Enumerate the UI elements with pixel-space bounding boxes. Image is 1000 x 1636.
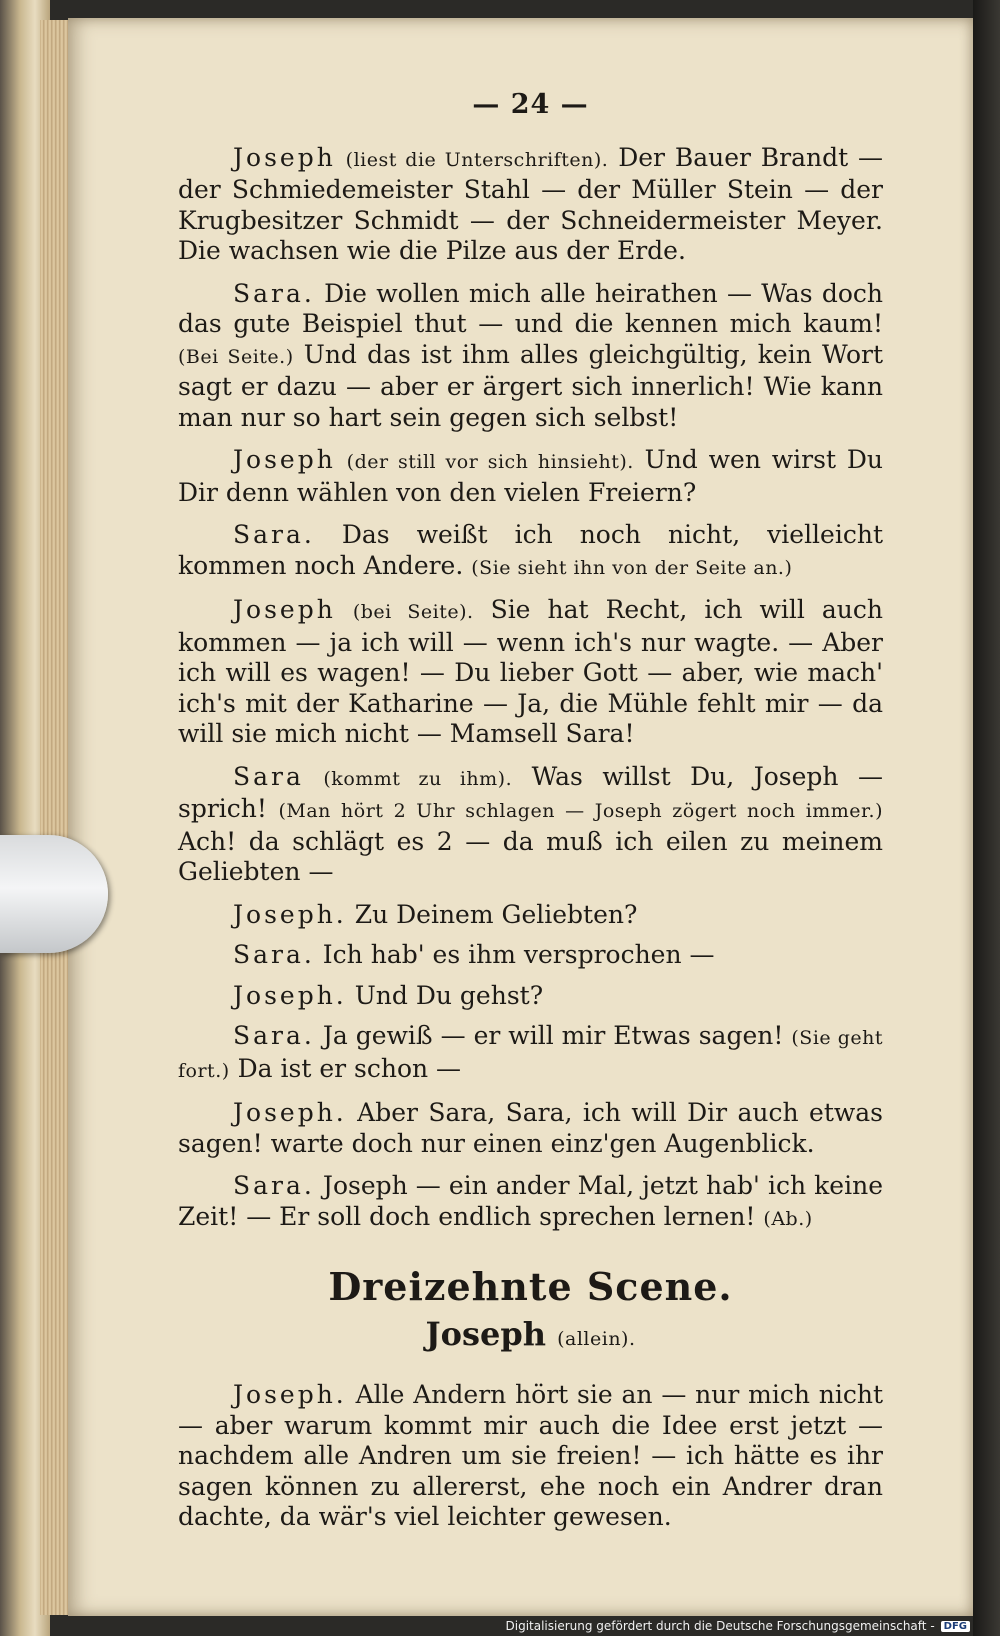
dialogue-paragraph <box>178 981 883 1012</box>
speaker-name: Joseph. <box>233 899 347 929</box>
footer-credit: Digitalisierung gefördert durch die Deutsche Forschungsgemeinschaft - <box>505 1619 935 1633</box>
speaker-name: Joseph. <box>233 980 347 1010</box>
dialogue-paragraph <box>178 900 883 931</box>
dialogue-paragraph <box>178 762 883 888</box>
dialogue-text: Der Bauer Brandt — der Schmiedemeister Stahl — der Müller Stein — der Krugbesitzer Schmidt — der Schneidermeister Meyer. Die wachsen wie die Pilze aus der Erde. <box>178 142 884 265</box>
dialogue-text: Und wen wirst Du Dir denn wählen von den vielen Freiern? <box>178 445 883 507</box>
dialogue-paragraph <box>178 279 883 434</box>
stage-direction: (der still vor sich hinsieht). <box>346 451 634 473</box>
dialogue-paragraph <box>178 143 883 267</box>
dialogue-text: Da ist er schon — <box>237 1053 462 1083</box>
page-number: — 24 — <box>472 89 589 120</box>
stage-direction: (Man hört 2 Uhr schlagen — Joseph zögert noch immer.) <box>278 800 883 822</box>
speaker-name: Sara <box>233 761 304 791</box>
scene-character-name: Joseph <box>425 1314 546 1353</box>
stage-direction: (Sie geht fort.) <box>178 1027 883 1082</box>
speaker-name: Joseph <box>233 142 336 172</box>
scene-heading: Dreizehnte Scene. <box>328 1264 733 1309</box>
dialogue-text: Und das ist ihm alles gleichgültig, kein Wort sagt er dazu — aber er ärgert sich innerlich! Wie kann man nur so hart sein gegen sich selbst! <box>178 339 883 432</box>
dialogue-text: Was willst Du, Joseph — sprich! <box>178 761 883 823</box>
dialogue-text: Alle Andern hört sie an — nur mich nicht — aber warum kommt mir auch die Idee erst jetzt — nachdem alle Andren um sie freien! — ich hätte es ihr sagen können zu allererst, ehe noch ein Andrer dran dachte, da wär's viel leichter gewesen. <box>178 1380 883 1531</box>
dialogue-paragraph <box>178 1021 883 1086</box>
speaker-name: Sara. <box>233 1021 315 1050</box>
dialogue-paragraph <box>178 595 883 750</box>
dialogue-paragraph <box>178 1171 883 1234</box>
stage-direction: (kommt zu ihm). <box>323 767 513 790</box>
scan-border-right <box>973 0 1000 1636</box>
stage-direction: (Ab.) <box>763 1207 813 1230</box>
dialogue-text: Zu Deinem Geliebten? <box>354 899 638 929</box>
speaker-name: Sara. <box>233 1171 315 1200</box>
dialogue-text: Die wollen mich alle heirathen — Was doch das gute Beispiel thut — und die kennen mich kaum! <box>178 278 884 338</box>
scene-character <box>178 1314 883 1355</box>
dialogue-paragraph <box>178 1098 883 1159</box>
stage-direction: (liest die Unterschriften). <box>345 148 609 171</box>
speaker-name: Joseph <box>233 445 336 474</box>
speaker-name: Sara. <box>233 520 315 549</box>
digitization-footer <box>506 1616 971 1636</box>
dfg-logo: DFG <box>941 1621 970 1632</box>
speaker-name: Joseph <box>233 595 336 624</box>
stage-direction: (Sie sieht ihn von der Seite an.) <box>471 556 793 579</box>
speaker-name: Sara. <box>233 278 315 308</box>
dialogue-paragraph <box>178 520 883 583</box>
page-text <box>178 90 883 1545</box>
dialogue-paragraph <box>178 1380 883 1533</box>
dialogue-text: Aber Sara, Sara, ich will Dir auch etwas sagen! warte doch nur einen einz'gen Augenblick. <box>178 1098 883 1158</box>
speaker-name: Sara. <box>233 940 315 969</box>
stage-direction: (bei Seite). <box>352 601 474 623</box>
dialogue-text: Und Du gehst? <box>354 980 544 1010</box>
dialogue-text: Ja gewiß — er will mir Etwas sagen! <box>322 1021 784 1050</box>
dialogue-text: Joseph — ein ander Mal, jetzt hab' ich keine Zeit! — Er soll doch endlich sprechen lernen! <box>178 1171 883 1231</box>
dialogue-paragraph <box>178 940 883 971</box>
stage-direction: (Bei Seite.) <box>178 345 294 368</box>
speaker-name: Joseph. <box>233 1098 347 1127</box>
page-stack-edge <box>40 20 70 1615</box>
dialogue-paragraph <box>178 445 883 508</box>
dialogue-text: Ich hab' es ihm versprochen — <box>322 940 715 969</box>
dialogue-text: Ach! da schlägt es 2 — da muß ich eilen zu meinem Geliebten — <box>178 826 883 886</box>
stage-direction: (allein). <box>557 1327 636 1350</box>
speaker-name: Joseph. <box>233 1380 347 1409</box>
dialogue-text: Sie hat Recht, ich will auch kommen — ja ich will — wenn ich's nur wagte. — Aber ich will es wagen! — Du lieber Gott — aber, wie mach' ich's mit der Katharine — Ja, die Mühle fehlt mir — da will sie mich nicht — Mamsell Sara! <box>178 595 883 748</box>
dialogue-text: Das weißt ich noch nicht, vielleicht kommen noch Andere. <box>178 520 883 580</box>
